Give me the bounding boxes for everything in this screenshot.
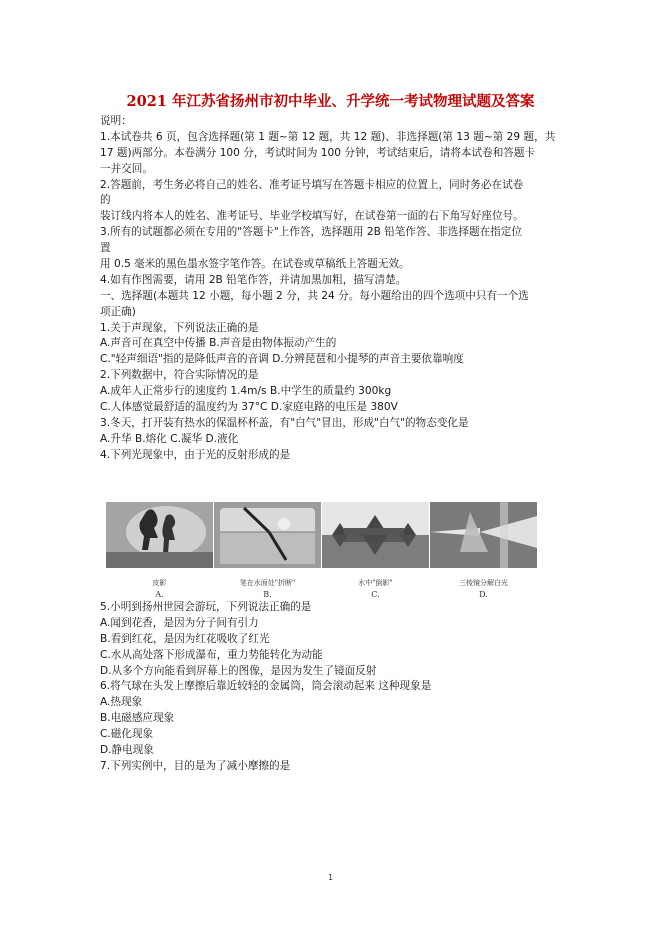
prism-dispersion-photo bbox=[430, 502, 537, 568]
text-line: 说明： bbox=[100, 115, 132, 127]
figure-c-caption: 水中"倒影" bbox=[358, 579, 393, 587]
text-line: B.电磁感应现象 bbox=[100, 712, 175, 725]
text-line: 的 bbox=[100, 194, 111, 207]
figure-c-letter: C. bbox=[371, 590, 380, 599]
text-line: 4.如有作图需要，请用 2B 铅笔作答，并请加黑加粗，描写清楚。 bbox=[100, 273, 407, 286]
page-number: 1 bbox=[327, 873, 334, 882]
text-line: D.从多个方向能看到屏幕上的图像，是因为发生了镜面反射 bbox=[100, 664, 377, 677]
question-2: 2.下列数据中，符合实际情况的是 bbox=[100, 369, 259, 382]
reflection-photo bbox=[322, 502, 429, 568]
question-5: 5.小明到扬州世园会游玩，下列说法正确的是 bbox=[100, 601, 312, 613]
text-line: C."轻声细语"指的是降低声音的音调 D.分辨琵琶和小提琴的声音主要依靠响度 bbox=[100, 353, 464, 366]
figure-c bbox=[322, 502, 429, 599]
text-line: A.升华 B.熔化 C.凝华 D.液化 bbox=[100, 432, 239, 445]
question-4-figures bbox=[106, 502, 566, 598]
text-line: D.静电现象 bbox=[100, 744, 154, 757]
question-4: 4.下列光现象中，由于光的反射形成的是 bbox=[100, 448, 291, 461]
text-line: 置 bbox=[100, 242, 111, 255]
text-line: 1.本试卷共 6 页，包含选择题(第 1 题~第 12 题，共 12 题)、非选择题(第 13 题~第 29 题，共 bbox=[100, 130, 556, 143]
figure-b-caption: 笔在水面处"折断" bbox=[239, 579, 296, 587]
text-line: C.人体感觉最舒适的温度约为 37°C D.家庭电路的电压是 380V bbox=[100, 401, 398, 414]
exam-text-top bbox=[100, 114, 580, 464]
question-3: 3.冬天，打开装有热水的保温杯杯盖，有"白气"冒出，形成"白气"的物态变化是 bbox=[100, 416, 469, 429]
text-line: 一、选择题(本题共 12 小题，每小题 2 分，共 24 分。每小题给出的四个选项中只有一个选 bbox=[100, 289, 529, 302]
text-line: 2.答题前，考生务必将自己的姓名、准考证号填写在答题卡相应的位置上，同时务必在试卷 bbox=[100, 178, 524, 191]
figure-a-caption: 皮影 bbox=[152, 579, 167, 587]
question-6: 6.将气球在头发上摩擦后靠近较轻的金属筒，筒会滚动起来 这种现象是 bbox=[100, 680, 432, 693]
text-line: A.成年人正常步行的速度约 1.4m/s B.中学生的质量约 300kg bbox=[100, 385, 392, 398]
figure-a-letter: A. bbox=[155, 590, 164, 599]
text-line: A.声音可在真空中传播 B.声音是由物体振动产生的 bbox=[100, 337, 337, 350]
text-line: A.热现象 bbox=[100, 696, 143, 709]
text-line: A.闻到花香，是因为分子间有引力 bbox=[100, 616, 259, 629]
exam-title: 2021 年江苏省扬州市初中毕业、升学统一考试物理试题及答案 bbox=[126, 93, 535, 110]
exam-text-bottom bbox=[100, 600, 580, 775]
figure-b-letter: B. bbox=[263, 590, 272, 599]
text-line: 项正确) bbox=[100, 305, 136, 318]
figure-d-letter: D. bbox=[479, 590, 488, 599]
question-7: 7.下列实例中，目的是为了减小摩擦的是 bbox=[100, 759, 291, 772]
text-line: C.水从高处落下形成瀑布，重力势能转化为动能 bbox=[100, 648, 323, 661]
text-line: 装订线内将本人的姓名、准考证号、毕业学校填写好，在试卷第一面的右下角写好座位号。 bbox=[100, 210, 524, 223]
figure-b bbox=[214, 502, 321, 599]
pencil-in-water-photo bbox=[214, 502, 321, 568]
question-1: 1.关于声现象，下列说法正确的是 bbox=[100, 321, 259, 334]
text-line: 17 题)两部分。本卷满分 100 分，考试时间为 100 分钟，考试结束后，请将本试卷和答题卡 bbox=[100, 146, 536, 159]
figure-a bbox=[106, 502, 213, 599]
figure-d-caption: 三棱镜分解白光 bbox=[459, 579, 508, 587]
text-line: 一并交回。 bbox=[100, 162, 153, 175]
text-line: B.看到红花，是因为红花吸收了红光 bbox=[100, 632, 270, 645]
text-line: 3.所有的试题都必须在专用的"答题卡"上作答，选择题用 2B 铅笔作答、非选择题在指定位 bbox=[100, 226, 522, 239]
shadow-puppet-photo bbox=[106, 502, 213, 568]
figure-d bbox=[430, 502, 537, 599]
text-line: C.磁化现象 bbox=[100, 728, 154, 741]
text-line: 用 0.5 毫米的黑色墨水签字笔作答。在试卷或草稿纸上答题无效。 bbox=[100, 258, 410, 271]
